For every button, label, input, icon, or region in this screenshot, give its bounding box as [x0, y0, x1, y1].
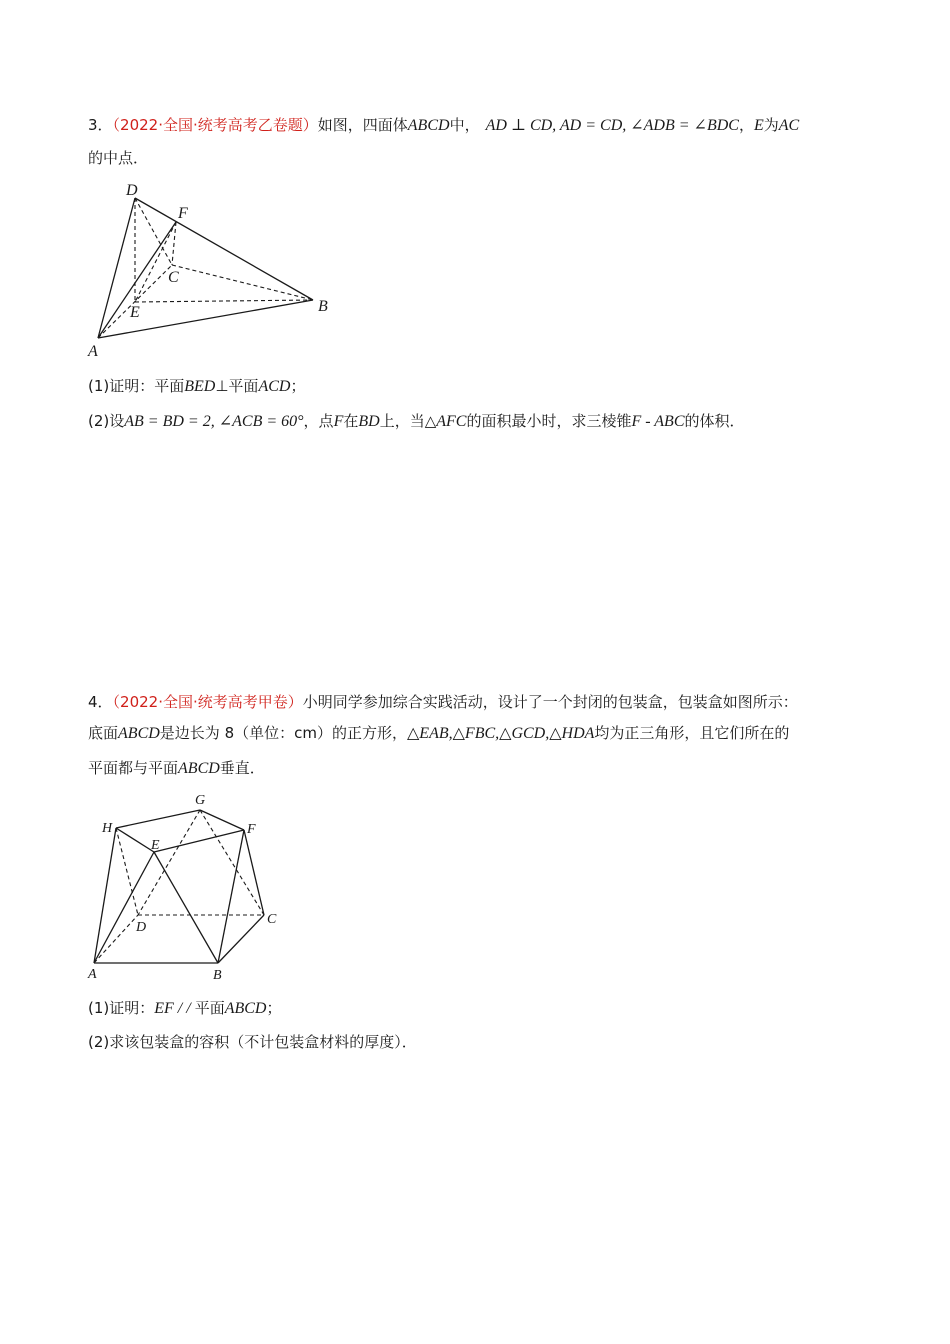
label-A: A — [88, 967, 97, 982]
label-E: E — [130, 304, 140, 321]
q4-l2-b: 是边长为 8（单位：cm）的正方形， — [159, 724, 407, 742]
q4-l2-a: 底面 — [88, 724, 119, 742]
q4-l3-abcd: ABCD — [178, 760, 220, 777]
label-E: E — [151, 838, 160, 853]
q3-ac: AC — [778, 117, 800, 134]
q4-p1-end: ； — [266, 999, 282, 1017]
q4-line-3 — [88, 757, 265, 780]
label-F: F — [247, 822, 256, 837]
q3-line-1 — [88, 114, 799, 137]
edge-CB — [218, 915, 264, 963]
q4-number: 4． — [88, 693, 113, 711]
q3-intro-b: 中， — [449, 116, 480, 134]
q3-e-label: E — [753, 117, 764, 134]
q3-p2-d: 的面积最小时，求三棱锥 — [466, 412, 632, 430]
edge-CB — [172, 265, 313, 300]
q4-intro: 小明同学参加综合实践活动，设计了一个封闭的包装盒，包装盒如图所示： — [302, 693, 798, 711]
q4-line-2 — [88, 722, 789, 745]
q4-p1-plane: 平面 — [194, 999, 225, 1017]
q3-p1-end: ； — [290, 377, 306, 395]
label-H: H — [102, 821, 113, 836]
q4-p1-prefix: (1)证明： — [88, 999, 155, 1017]
q3-p2-e: 的体积． — [684, 412, 745, 430]
edge-EB — [135, 300, 313, 302]
label-A: A — [88, 343, 98, 360]
q4-l2-triangles: △EAB,△FBC,△GCD,△HDA — [406, 725, 595, 742]
q3-p1-prefix: (1)证明：平面 — [88, 377, 185, 395]
edge-GF — [200, 810, 244, 830]
q3-p2-a: ，点 — [303, 412, 334, 430]
label-G: G — [195, 793, 206, 808]
edge-HG — [116, 810, 200, 828]
q3-p2-pyramid: F - ABC — [631, 413, 685, 430]
q3-part-1 — [88, 375, 305, 398]
label-F: F — [178, 205, 188, 222]
q3-is: 为 — [763, 116, 779, 134]
edge-FC — [244, 830, 264, 915]
q3-tetra-name: ABCD — [407, 117, 450, 134]
q3-p2-bd: BD — [358, 413, 380, 430]
q3-p2-b: 在 — [343, 412, 359, 430]
q3-p1-plane1: BED — [184, 378, 216, 395]
q3-p2-prefix: (2)设 — [88, 412, 125, 430]
q3-p1-perp: ⊥平面 — [215, 377, 259, 395]
label-B: B — [318, 298, 328, 315]
label-D: D — [126, 182, 138, 199]
q3-p2-condition: AB = BD = 2, ∠ACB = 60° — [124, 413, 304, 430]
label-B: B — [213, 968, 222, 983]
q4-part-2: (2)求该包装盒的容积（不计包装盒材料的厚度）． — [88, 1033, 417, 1051]
q3-p2-f: F — [333, 413, 344, 430]
q3-line-2: 的中点． — [88, 149, 149, 167]
q4-line-1 — [88, 691, 798, 713]
edge-EF — [154, 830, 244, 852]
q4-p1-abcd: ABCD — [224, 1000, 267, 1017]
label-D: D — [136, 920, 147, 935]
q3-tetrahedron-figure — [80, 178, 350, 363]
label-C: C — [168, 269, 179, 286]
q3-p2-afc: AFC — [436, 413, 467, 430]
q4-box-figure — [80, 785, 295, 985]
q3-p2-c: 上，当△ — [379, 412, 437, 430]
label-C: C — [267, 912, 277, 927]
q4-part-1 — [88, 997, 282, 1020]
q4-p1-parallel: / / — [173, 1000, 195, 1017]
q3-number: 3． — [88, 116, 113, 134]
q4-l3-b: 垂直． — [219, 759, 265, 777]
edge-GD — [138, 810, 200, 915]
q4-source: （2022·全国·统考高考甲卷） — [112, 693, 303, 711]
q3-intro: 如图，四面体 — [317, 116, 408, 134]
q4-p1-ef: EF — [154, 1000, 174, 1017]
q4-l2-c: 均为正三角形，且它们所在的 — [594, 724, 790, 742]
q4-l3-a: 平面都与平面 — [88, 759, 179, 777]
q4-l2-abcd: ABCD — [118, 725, 160, 742]
q3-sep: ， — [738, 116, 754, 134]
q3-source: （2022·全国·统考高考乙卷题） — [112, 116, 318, 134]
edge-EB — [154, 852, 218, 963]
q3-part-2 — [88, 410, 745, 433]
edge-FB — [218, 830, 244, 963]
q3-p1-plane2: ACD — [258, 378, 291, 395]
q3-condition: AD ⊥ CD, AD = CD, ∠ADB = ∠BDC — [485, 117, 739, 134]
